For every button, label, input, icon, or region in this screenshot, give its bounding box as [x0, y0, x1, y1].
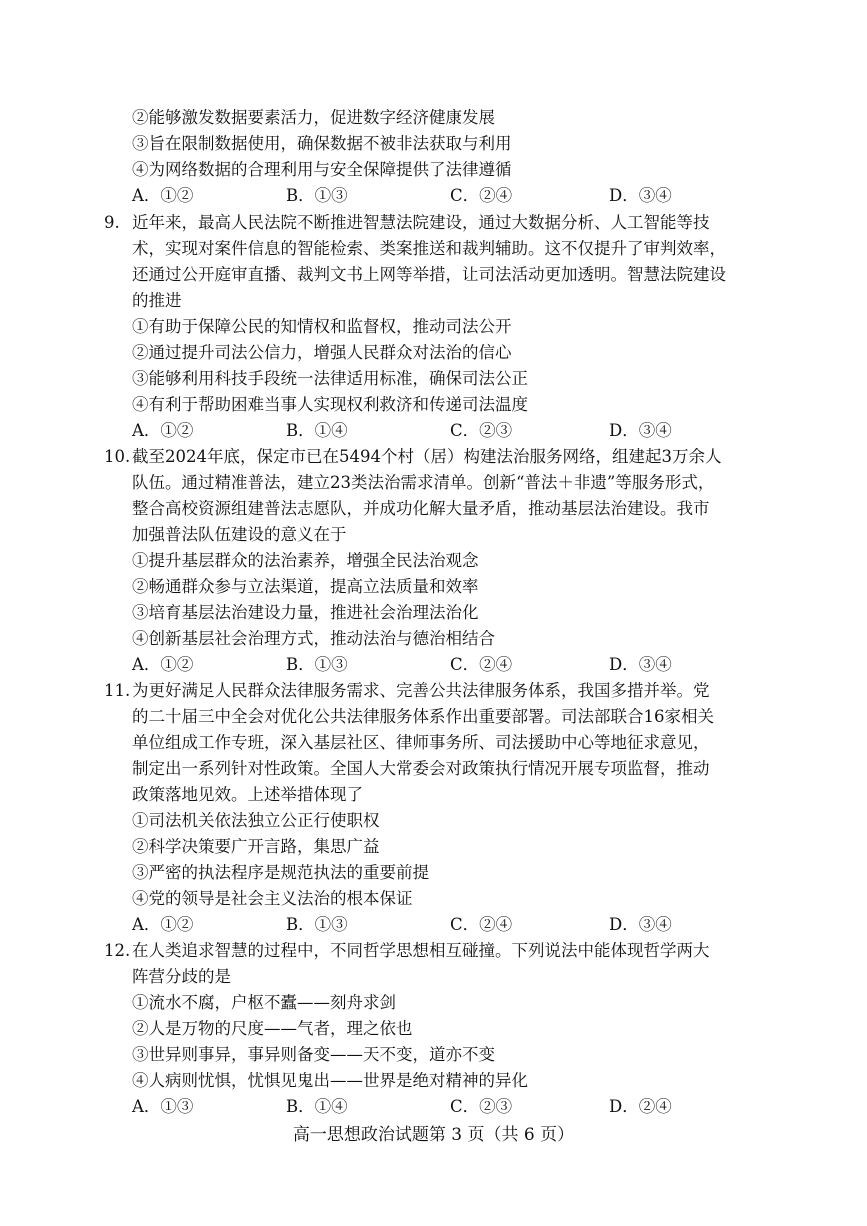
- question-stem-line: 的二十届三中全会对优化公共法律服务体系作出重要部署。司法部联合16家相关: [132, 707, 714, 726]
- statement-item: ②科学决策要广开言路，集思广益: [132, 837, 380, 856]
- question-stem-line: 整合高校资源组建普法志愿队，并成功化解大量矛盾，推动基层法治建设。我市: [132, 499, 710, 518]
- page-footer: 高一思想政治试题第 3 页（共 6 页）: [292, 1125, 575, 1145]
- question-stem-line: 近年来，最高人民法院不断推进智慧法院建设，通过大数据分析、人工智能等技: [132, 213, 710, 232]
- statement-item: ④人病则忧惧，忧惧见鬼出——世界是绝对精神的异化: [132, 1071, 528, 1090]
- question-number: 12.: [104, 941, 131, 960]
- statement-item: ①司法机关依法独立公正行使职权: [132, 811, 380, 830]
- question-number: 10.: [104, 447, 131, 466]
- question-stem-line: 单位组成工作专班，深入基层社区、律师事务所、司法援助中心等地征求意见，: [132, 733, 710, 752]
- option-c: C．②④: [450, 915, 513, 934]
- question-stem-line: 政策落地见效。上述举措体现了: [132, 785, 363, 804]
- option-a: A．①②: [132, 421, 194, 440]
- statement-item: ②人是万物的尺度——气者，理之依也: [132, 1019, 413, 1038]
- option-d: D．③④: [609, 421, 672, 440]
- statement-item: ④党的领导是社会主义法治的根本保证: [132, 889, 413, 908]
- question-stem-line: 队伍。通过精准普法，建立23类法治需求清单。创新“普法＋非遗”等服务形式，: [132, 473, 715, 492]
- question-stem-line: 制定出一系列针对性政策。全国人大常委会对政策执行情况开展专项监督，推动: [132, 759, 710, 778]
- prev-option-d: D．③④: [609, 186, 672, 205]
- option-b: B．①④: [286, 421, 348, 440]
- option-b: B．①③: [286, 915, 348, 934]
- prev-option-b: B．①③: [286, 186, 348, 205]
- option-d: D．②④: [609, 1097, 672, 1116]
- statement-item: ②通过提升司法公信力，增强人民群众对法治的信心: [132, 343, 512, 362]
- option-b: B．①③: [286, 655, 348, 674]
- prev-option-c: C．②④: [450, 186, 513, 205]
- question-stem-line: 为更好满足人民群众法律服务需求、完善公共法律服务体系，我国多措并举。党: [132, 681, 710, 700]
- question-stem-line: 在人类追求智慧的过程中，不同哲学思想相互碰撞。下列说法中能体现哲学两大: [132, 941, 710, 960]
- prev-option-a: A．①②: [132, 186, 194, 205]
- question-stem-line: 还通过公开庭审直播、裁判文书上网等举措，让司法活动更加透明。智慧法院建设: [132, 265, 726, 284]
- option-a: A．①②: [132, 915, 194, 934]
- question-number: 9.: [104, 213, 120, 232]
- statement-item: ③培育基层法治建设力量，推进社会治理法治化: [132, 603, 479, 622]
- question-number: 11.: [104, 681, 131, 700]
- option-b: B．①④: [286, 1097, 348, 1116]
- question-stem-line: 术，实现对案件信息的智能检索、类案推送和裁判辅助。这不仅提升了审判效率，: [132, 239, 726, 258]
- statement-item: ③能够利用科技手段统一法律适用标准，确保司法公正: [132, 369, 528, 388]
- option-c: C．②④: [450, 655, 513, 674]
- option-c: C．②③: [450, 1097, 513, 1116]
- question-stem-line: 加强普法队伍建设的意义在于: [132, 525, 347, 544]
- option-c: C．②③: [450, 421, 513, 440]
- statement-item: ④创新基层社会治理方式，推动法治与德治相结合: [132, 629, 495, 648]
- statement-item: ③世异则事异，事异则备变——天不变，道亦不变: [132, 1045, 495, 1064]
- statement-item: ②畅通群众参与立法渠道，提高立法质量和效率: [132, 577, 479, 596]
- option-a: A．①②: [132, 655, 194, 674]
- statement-item: ③严密的执法程序是规范执法的重要前提: [132, 863, 429, 882]
- prev-item-2: ②能够激发数据要素活力，促进数字经济健康发展: [132, 108, 495, 127]
- question-stem-line: 截至2024年底，保定市已在5494个村（居）构建法治服务网络，组建起3万余人: [132, 447, 722, 466]
- prev-item-3: ③旨在限制数据使用，确保数据不被非法获取与利用: [132, 134, 512, 153]
- question-stem-line: 阵营分歧的是: [132, 967, 231, 986]
- statement-item: ①提升基层群众的法治素养，增强全民法治观念: [132, 551, 479, 570]
- option-d: D．③④: [609, 655, 672, 674]
- statement-item: ④有利于帮助困难当事人实现权利救济和传递司法温度: [132, 395, 528, 414]
- question-stem-line: 的推进: [132, 291, 182, 310]
- option-a: A．①③: [132, 1097, 194, 1116]
- statement-item: ①有助于保障公民的知情权和监督权，推动司法公开: [132, 317, 512, 336]
- prev-item-4: ④为网络数据的合理利用与安全保障提供了法律遵循: [132, 160, 512, 179]
- statement-item: ①流水不腐，户枢不蠹——刻舟求剑: [132, 993, 396, 1012]
- option-d: D．③④: [609, 915, 672, 934]
